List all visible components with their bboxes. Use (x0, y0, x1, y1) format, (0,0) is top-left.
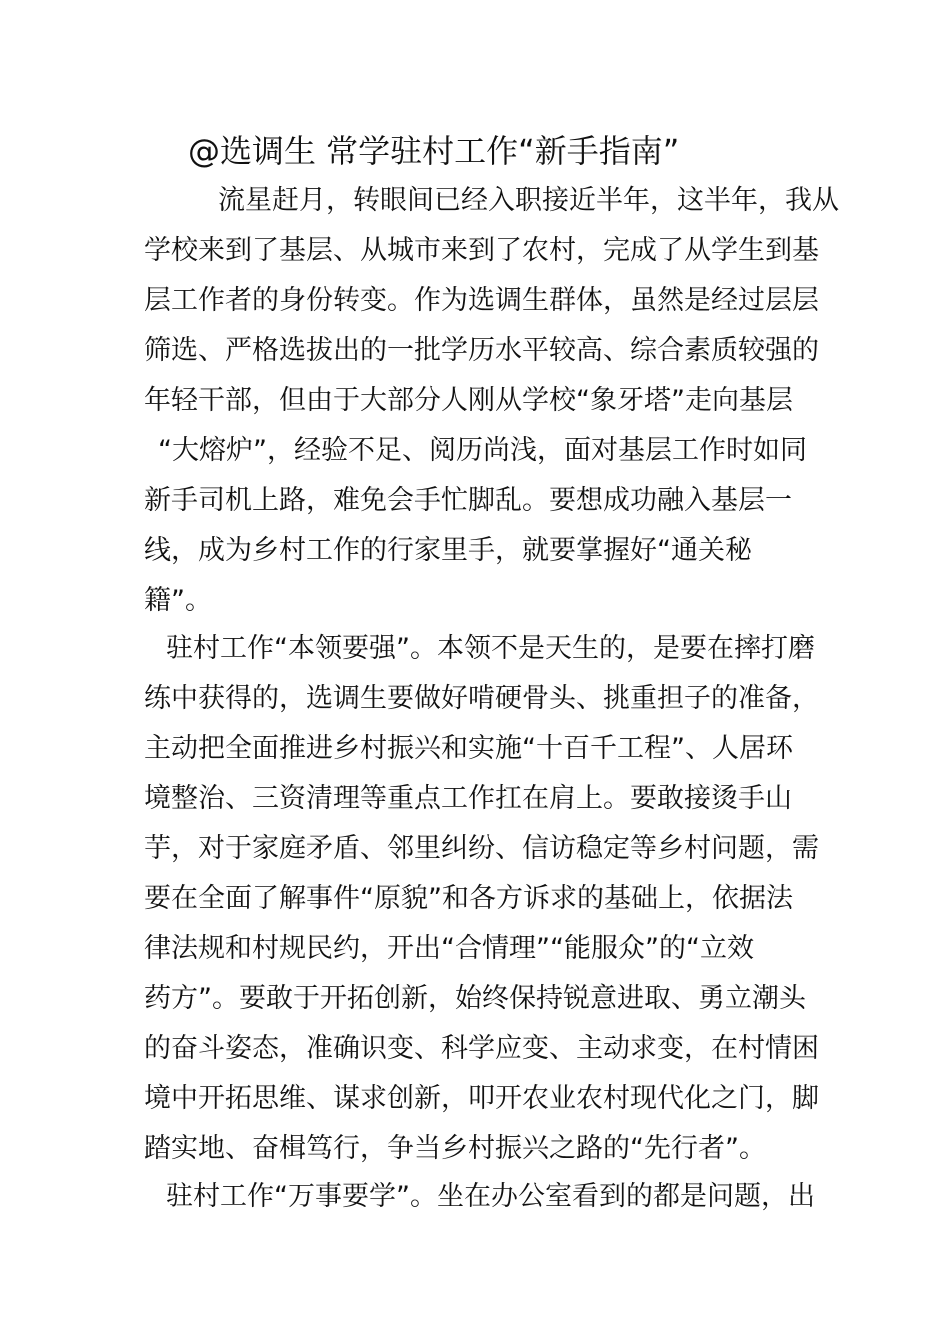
text-line: 芋，对于家庭矛盾、邻里纠纷、信访稳定等乡村问题，需 (144, 833, 819, 864)
text-line: 踏实地、奋楫笃行，争当乡村振兴之路的“先行者”。 (144, 1133, 766, 1164)
paragraph-1 (144, 176, 839, 626)
text-line: 境中开拓思维、谋求创新，叩开农业农村现代化之门，脚 (144, 1083, 819, 1114)
text-line: 筛选、严格选拔出的一批学历水平较高、综合素质较强的 (144, 335, 819, 366)
text-line: 驻村工作“本领要强”。本领不是天生的，是要在摔打磨 (166, 633, 815, 664)
paragraph-2 (144, 624, 819, 1174)
text-line: 流星赶月，转眼间已经入职接近半年，这半年，我从 (218, 185, 839, 216)
text-line: 的奋斗姿态，准确识变、科学应变、主动求变，在村情困 (144, 1033, 819, 1064)
text-line: 年轻干部，但由于大部分人刚从学校“象牙塔”走向基层 (144, 385, 793, 416)
text-line: 主动把全面推进乡村振兴和实施“十百千工程”、人居环 (144, 733, 793, 764)
text-line: 境整治、三资清理等重点工作扛在肩上。要敢接烫手山 (144, 783, 792, 814)
text-line: 籍”。 (144, 585, 212, 616)
text-line: 新手司机上路，难免会手忙脚乱。要想成功融入基层一 (144, 485, 792, 516)
text-line: 要在全面了解事件“原貌”和各方诉求的基础上，依据法 (144, 883, 793, 914)
paragraph-3 (144, 1172, 814, 1222)
text-line: 药方”。要敢于开拓创新，始终保持锐意进取、勇立潮头 (144, 983, 806, 1014)
text-line: 律法规和村规民约，开出“合情理”“能服众”的“立效 (144, 933, 754, 964)
document-title: @选调生 常学驻村工作“新手指南” (188, 132, 680, 170)
text-line: “大熔炉”，经验不足、阅历尚浅，面对基层工作时如同 (158, 435, 807, 466)
text-line: 练中获得的，选调生要做好啃硬骨头、挑重担子的准备， (144, 683, 819, 714)
text-line: 层工作者的身份转变。作为选调生群体，虽然是经过层层 (144, 285, 819, 316)
text-line: 线，成为乡村工作的行家里手，就要掌握好“通关秘 (144, 535, 752, 566)
text-line: 学校来到了基层、从城市来到了农村，完成了从学生到基 (144, 235, 819, 266)
text-line: 驻村工作“万事要学”。坐在办公室看到的都是问题，出 (166, 1181, 815, 1212)
